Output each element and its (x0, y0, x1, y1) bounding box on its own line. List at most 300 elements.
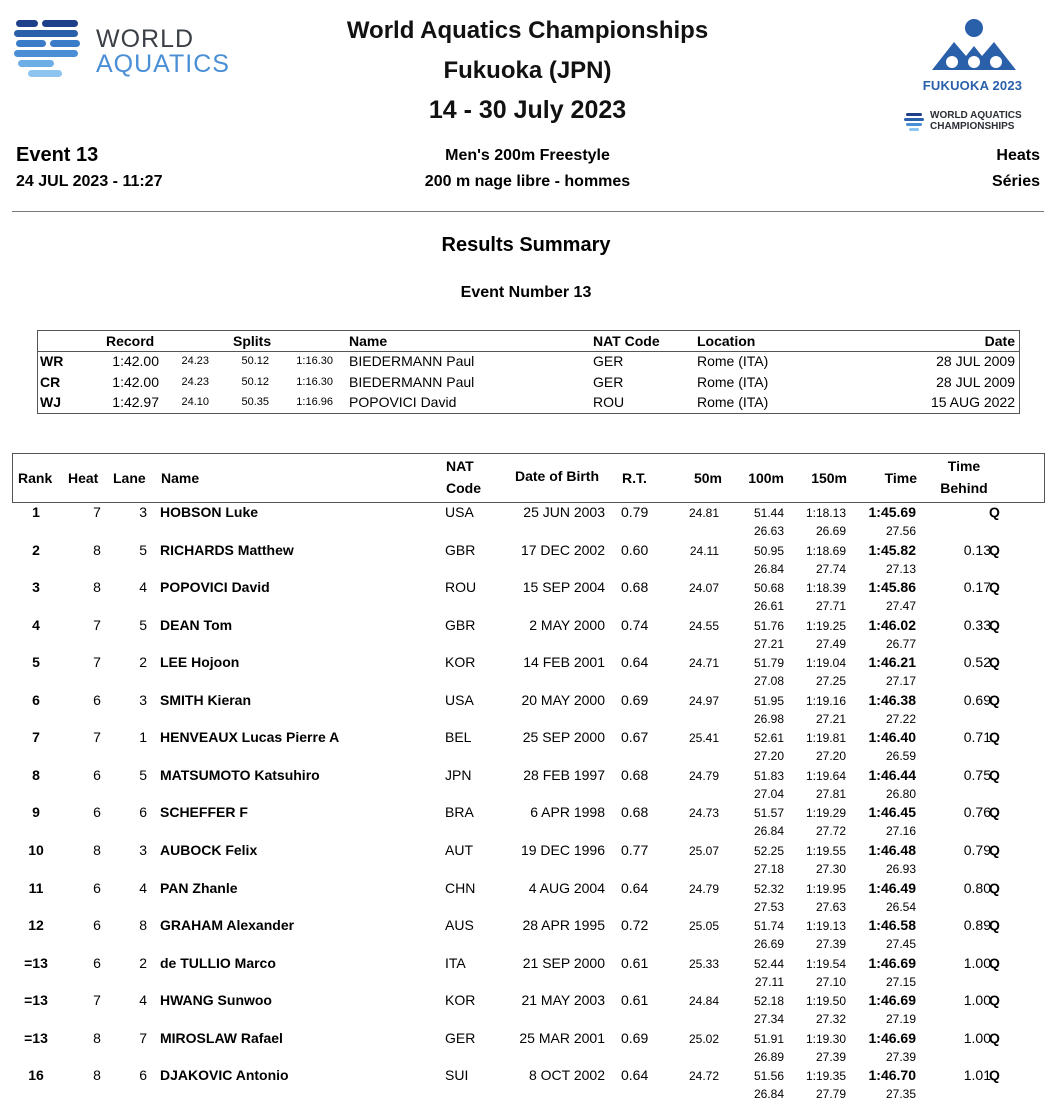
final-time: 1:46.21 (868, 654, 916, 671)
reaction-time: 0.77 (621, 841, 649, 858)
reaction-time: 0.74 (621, 616, 649, 633)
world-aquatics-logo (14, 18, 254, 80)
swimmer-name: PAN Zhanle (160, 879, 238, 896)
split-50m: 24.55 (688, 618, 719, 633)
reaction-time: 0.69 (621, 1029, 649, 1046)
split-150m: 1:19.81 (805, 731, 846, 746)
header-150m: 150m (811, 470, 847, 486)
swimmer-name: HENVEAUX Lucas Pierre A (160, 729, 340, 746)
split-150m-lap: 27.39 (815, 1049, 846, 1064)
swimmer-name: AUBOCK Felix (160, 841, 258, 858)
records-nat: GER (593, 373, 624, 390)
records-split-150: 1:16.96 (296, 396, 333, 408)
date-of-birth: 25 MAR 2001 (519, 1029, 605, 1046)
swimmer-name: SMITH Kieran (160, 691, 252, 708)
date-of-birth: 14 FEB 2001 (523, 654, 605, 671)
time-behind: 0.75 (963, 766, 991, 783)
result-row (12, 729, 1044, 766)
lane: 3 (139, 841, 147, 858)
qualified-marker: Q (989, 766, 1000, 783)
championship-dates: 14 - 30 July 2023 (428, 96, 627, 124)
lane: 2 (139, 654, 147, 671)
records-split-150: 1:16.30 (296, 355, 333, 367)
records-split-100: 50.12 (241, 375, 269, 388)
qualified-marker: Q (989, 954, 1000, 971)
time-behind: 0.76 (963, 804, 991, 821)
header-heat: Heat (68, 470, 99, 486)
records-holder-name: POPOVICI David (349, 394, 457, 410)
nat-code: KOR (445, 654, 476, 671)
event-name-fr: 200 m nage libre - hommes (424, 173, 631, 190)
lane: 4 (139, 879, 147, 896)
split-100m: 51.83 (753, 768, 784, 783)
split-100m-lap: 27.18 (753, 861, 784, 876)
lane: 8 (139, 917, 147, 934)
qualified-marker: Q (989, 804, 1000, 821)
lane: 1 (139, 729, 147, 746)
event-number-label: Event Number 13 (460, 284, 592, 301)
heat: 7 (93, 504, 101, 520)
swimmer-name: DEAN Tom (160, 616, 233, 633)
heat: 8 (93, 841, 101, 858)
qualified-marker: Q (989, 1029, 1000, 1046)
rank: 9 (32, 804, 40, 821)
split-150m-lap: 27.49 (815, 636, 846, 651)
nat-code: USA (445, 504, 474, 520)
split-150m: 1:19.35 (805, 1069, 846, 1084)
split-150m: 1:18.13 (805, 506, 846, 520)
date-of-birth: 6 APR 1998 (530, 804, 605, 821)
qualified-marker: Q (989, 1067, 1000, 1084)
swimmer-name: RICHARDS Matthew (160, 541, 294, 558)
records-holder-name: BIEDERMANN Paul (349, 373, 475, 390)
records-location: Rome (ITA) (697, 353, 769, 369)
nat-code: GBR (445, 616, 476, 633)
split-100m: 52.25 (753, 843, 784, 858)
time-behind: 0.33 (963, 616, 991, 633)
split-100m-lap: 27.53 (753, 899, 784, 914)
split-150m-lap: 27.30 (815, 861, 846, 876)
split-150m-lap: 27.25 (815, 674, 846, 689)
heat: 7 (93, 654, 101, 671)
split-50m: 25.33 (688, 956, 719, 971)
split-150m: 1:19.25 (805, 618, 846, 633)
results-summary-title: Results Summary (441, 234, 611, 256)
rank: 8 (32, 766, 40, 783)
split-100m-lap: 27.11 (754, 974, 784, 989)
fukuoka-2023-label: FUKUOKA 2023 (922, 78, 1023, 93)
records-date: 28 JUL 2009 (936, 353, 1015, 369)
rank: 6 (32, 691, 40, 708)
split-200m-lap: 26.93 (885, 861, 916, 876)
split-100m-lap: 26.89 (753, 1049, 784, 1064)
time-behind: 1.00 (963, 1029, 991, 1046)
split-100m-lap: 26.84 (753, 561, 784, 576)
header-time: Time (884, 470, 917, 486)
result-row (12, 992, 1044, 1029)
heat: 7 (93, 729, 101, 746)
split-200m-lap: 27.47 (885, 599, 916, 614)
records-nat: ROU (593, 394, 625, 410)
split-150m-lap: 27.32 (815, 1012, 846, 1027)
split-100m-lap: 27.08 (753, 674, 784, 689)
championship-venue: Fukuoka (JPN) (443, 57, 612, 84)
records-split-100: 50.12 (241, 355, 269, 367)
world-aquatics-bars-icon (14, 20, 82, 78)
split-150m-lap: 27.10 (815, 974, 846, 989)
header-rank: Rank (18, 470, 53, 486)
qualified-marker: Q (989, 992, 1000, 1009)
records-time: 1:42.97 (112, 394, 159, 410)
reaction-time: 0.67 (621, 729, 649, 746)
reaction-time: 0.64 (621, 1067, 649, 1084)
rank: 5 (32, 654, 40, 671)
qualified-marker: Q (989, 691, 1000, 708)
heat: 6 (93, 804, 101, 821)
split-50m: 24.79 (688, 881, 719, 896)
reaction-time: 0.61 (621, 954, 649, 971)
split-150m: 1:18.39 (805, 581, 846, 596)
split-100m: 51.44 (753, 506, 784, 520)
date-of-birth: 25 JUN 2003 (523, 504, 605, 520)
records-code: WR (40, 353, 64, 369)
split-100m-lap: 27.34 (753, 1012, 784, 1027)
date-of-birth: 19 DEC 1996 (520, 841, 605, 858)
event-number: Event 13 (16, 144, 99, 166)
result-row (12, 1067, 1044, 1104)
result-row (12, 654, 1044, 691)
time-behind: 0.52 (963, 654, 991, 671)
split-100m-lap: 26.69 (753, 937, 784, 952)
split-150m: 1:19.54 (805, 956, 846, 971)
date-of-birth: 28 APR 1995 (522, 917, 605, 934)
split-150m: 1:19.95 (805, 881, 846, 896)
qualified-marker: Q (989, 729, 1000, 746)
time-behind: 0.69 (963, 691, 991, 708)
header-nat: NAT (446, 458, 474, 474)
result-row (12, 880, 1044, 917)
rank: =13 (24, 992, 48, 1009)
rank: 1 (32, 504, 40, 520)
split-100m: 50.95 (753, 543, 784, 558)
lane: 5 (139, 766, 147, 783)
swimmer-name: HOBSON Luke (160, 504, 259, 520)
records-header-record: Record (106, 333, 155, 349)
nat-code: KOR (445, 992, 476, 1009)
reaction-time: 0.64 (621, 879, 649, 896)
split-100m: 51.76 (753, 618, 784, 633)
swimmer-name: LEE Hojoon (160, 654, 240, 671)
time-behind: 0.71 (963, 729, 991, 746)
swimmer-name: GRAHAM Alexander (160, 917, 295, 934)
header-dob: Date of Birth (515, 468, 599, 484)
qualified-marker: Q (989, 579, 1000, 596)
result-row (12, 917, 1044, 954)
split-150m-lap: 27.20 (815, 749, 846, 764)
split-200m-lap: 27.45 (885, 937, 916, 952)
split-200m-lap: 26.59 (885, 749, 916, 764)
split-50m: 25.41 (688, 731, 719, 746)
championship-title: World Aquatics Championships (346, 17, 709, 44)
lane: 4 (139, 579, 147, 596)
swimmer-name: DJAKOVIC Antonio (160, 1067, 289, 1084)
result-row (12, 617, 1044, 654)
records-header-rule (38, 351, 1019, 352)
split-150m-lap: 27.63 (815, 899, 846, 914)
nat-code: USA (445, 691, 474, 708)
final-time: 1:46.69 (868, 992, 916, 1009)
reaction-time: 0.79 (621, 504, 649, 520)
reaction-time: 0.68 (621, 804, 649, 821)
records-table (37, 330, 1020, 414)
records-holder-name: BIEDERMANN Paul (349, 353, 475, 369)
split-150m: 1:19.55 (805, 843, 846, 858)
result-row (12, 842, 1044, 879)
rank: 4 (32, 616, 40, 633)
split-50m: 25.02 (688, 1031, 719, 1046)
nat-code: GBR (445, 541, 476, 558)
lane: 5 (139, 616, 147, 633)
split-100m: 51.79 (753, 656, 784, 671)
fukuoka-2023-logo (900, 18, 1045, 136)
records-time: 1:42.00 (112, 353, 159, 369)
date-of-birth: 15 SEP 2004 (522, 579, 605, 596)
split-100m: 52.44 (753, 956, 784, 971)
date-of-birth: 8 OCT 2002 (528, 1067, 605, 1084)
results-header (12, 453, 1045, 503)
final-time: 1:46.48 (868, 841, 916, 858)
fukuoka-2023-emblem-icon (924, 18, 1024, 76)
split-200m-lap: 26.77 (885, 636, 916, 651)
nat-code: SUI (445, 1067, 469, 1084)
qualified-marker: Q (989, 879, 1000, 896)
time-behind: 1.00 (963, 954, 991, 971)
result-row (12, 504, 1044, 541)
heat: 8 (93, 541, 101, 558)
split-100m-lap: 27.21 (753, 636, 784, 651)
records-header-date: Date (984, 333, 1015, 349)
split-50m: 25.07 (688, 843, 719, 858)
split-150m-lap: 27.74 (815, 561, 846, 576)
heat: 6 (93, 691, 101, 708)
final-time: 1:46.58 (868, 917, 916, 934)
swimmer-name: SCHEFFER F (160, 804, 248, 821)
split-100m-lap: 26.61 (753, 599, 784, 614)
event-datetime: 24 JUL 2023 - 11:27 (16, 173, 163, 190)
records-code: CR (40, 373, 61, 390)
split-150m-lap: 27.81 (815, 786, 846, 801)
split-200m-lap: 27.22 (885, 711, 916, 726)
reaction-time: 0.61 (621, 992, 649, 1009)
event-phase-en: Heats (996, 147, 1040, 164)
nat-code: ROU (445, 579, 477, 596)
records-location: Rome (ITA) (697, 394, 769, 410)
heat: 6 (93, 766, 101, 783)
nat-code: AUT (445, 841, 473, 858)
reaction-time: 0.60 (621, 541, 649, 558)
split-100m: 50.68 (753, 581, 784, 596)
split-200m-lap: 27.39 (885, 1049, 916, 1064)
split-200m-lap: 27.16 (885, 824, 916, 839)
split-100m-lap: 26.63 (753, 524, 784, 538)
split-50m: 24.97 (688, 693, 719, 708)
split-50m: 24.72 (688, 1069, 719, 1084)
qualified-marker: Q (989, 616, 1000, 633)
result-row (12, 579, 1044, 616)
split-50m: 25.05 (688, 919, 719, 934)
split-50m: 24.73 (688, 806, 719, 821)
records-header-nat: NAT Code (593, 333, 660, 349)
header-time-behind-2: Behind (940, 480, 988, 496)
nat-code: CHN (445, 879, 476, 896)
split-200m-lap: 27.15 (885, 974, 916, 989)
nat-code: ITA (445, 954, 466, 971)
split-200m-lap: 27.56 (885, 524, 916, 538)
split-50m: 24.81 (688, 506, 719, 520)
split-150m: 1:18.69 (805, 543, 846, 558)
split-100m-lap: 26.98 (753, 711, 784, 726)
lane: 3 (139, 691, 147, 708)
header-name: Name (161, 470, 200, 486)
split-50m: 24.79 (688, 768, 719, 783)
final-time: 1:46.38 (868, 691, 916, 708)
final-time: 1:45.82 (868, 541, 916, 558)
swimmer-name: de TULLIO Marco (160, 954, 276, 971)
split-100m: 52.18 (753, 994, 784, 1009)
final-time: 1:46.69 (868, 954, 916, 971)
split-100m: 52.61 (753, 731, 784, 746)
rank: 2 (32, 541, 40, 558)
final-time: 1:46.69 (868, 1029, 916, 1046)
nat-code: GER (445, 1029, 476, 1046)
records-date: 15 AUG 2022 (930, 394, 1015, 410)
time-behind: 0.17 (963, 579, 991, 596)
heat: 6 (93, 917, 101, 934)
header-100m: 100m (748, 470, 784, 486)
records-header-name: Name (349, 333, 388, 349)
records-split-50: 24.23 (181, 375, 209, 388)
result-row (12, 804, 1044, 841)
final-time: 1:46.49 (868, 879, 916, 896)
lane: 6 (139, 1067, 147, 1084)
split-100m: 51.74 (753, 919, 784, 934)
split-150m: 1:19.13 (805, 919, 846, 934)
split-50m: 24.71 (688, 656, 719, 671)
records-location: Rome (ITA) (697, 373, 769, 390)
split-150m: 1:19.50 (805, 994, 846, 1009)
final-time: 1:46.44 (868, 766, 916, 783)
event-name-en: Men's 200m Freestyle (445, 147, 610, 164)
final-time: 1:45.69 (868, 504, 916, 520)
split-150m: 1:19.30 (805, 1031, 846, 1046)
nat-code: AUS (445, 917, 474, 934)
lane: 3 (139, 504, 147, 520)
time-behind: 0.80 (963, 879, 991, 896)
date-of-birth: 17 DEC 2002 (520, 541, 605, 558)
result-row (12, 542, 1044, 579)
reaction-time: 0.64 (621, 654, 649, 671)
split-100m-lap: 27.04 (753, 786, 784, 801)
rank: =13 (24, 954, 48, 971)
split-150m: 1:19.04 (805, 656, 846, 671)
final-time: 1:46.70 (868, 1067, 916, 1084)
time-behind: 1.01 (963, 1067, 991, 1084)
split-150m: 1:19.16 (805, 693, 846, 708)
swimmer-name: MIROSLAW Rafael (160, 1029, 283, 1046)
split-50m: 24.84 (688, 994, 719, 1009)
split-200m-lap: 27.13 (885, 561, 916, 576)
qualified-marker: Q (989, 917, 1000, 934)
split-100m-lap: 27.20 (753, 749, 784, 764)
result-row (12, 767, 1044, 804)
split-150m-lap: 27.21 (815, 711, 846, 726)
swimmer-name: MATSUMOTO Katsuhiro (160, 766, 320, 783)
split-50m: 24.11 (689, 543, 719, 558)
date-of-birth: 21 MAY 2003 (521, 992, 605, 1009)
nat-code: BRA (445, 804, 474, 821)
rank: 11 (28, 879, 44, 896)
split-200m-lap: 26.80 (885, 786, 916, 801)
reaction-time: 0.68 (621, 579, 649, 596)
records-split-50: 24.23 (181, 355, 209, 367)
split-200m-lap: 27.19 (885, 1012, 916, 1027)
records-header-location: Location (697, 333, 756, 349)
rank: 10 (28, 841, 44, 858)
heat: 8 (93, 1067, 101, 1084)
event-phase-fr: Séries (991, 173, 1040, 190)
swimmer-name: HWANG Sunwoo (160, 992, 272, 1009)
split-50m: 24.07 (688, 581, 719, 596)
split-100m-lap: 26.84 (753, 824, 784, 839)
heat: 6 (93, 954, 101, 971)
header-code: Code (446, 480, 481, 496)
result-row (12, 692, 1044, 729)
split-150m-lap: 26.69 (815, 524, 846, 538)
lane: 5 (139, 541, 147, 558)
date-of-birth: 2 MAY 2000 (529, 616, 605, 633)
records-split-50: 24.10 (181, 396, 209, 408)
rank: 3 (32, 579, 40, 596)
lane: 6 (139, 804, 147, 821)
championships-label: WORLD AQUATICS CHAMPIONSHIPS (930, 110, 1022, 132)
date-of-birth: 25 SEP 2000 (522, 729, 605, 746)
nat-code: BEL (445, 729, 472, 746)
records-time: 1:42.00 (112, 373, 159, 390)
split-150m-lap: 27.72 (815, 824, 846, 839)
qualified-marker: Q (989, 504, 1000, 520)
lane: 2 (139, 954, 147, 971)
reaction-time: 0.72 (621, 917, 649, 934)
records-code: WJ (40, 394, 61, 410)
split-150m-lap: 27.79 (815, 1087, 846, 1102)
split-100m: 51.56 (753, 1069, 784, 1084)
header-divider (12, 211, 1044, 212)
split-150m-lap: 27.71 (815, 599, 846, 614)
date-of-birth: 4 AUG 2004 (528, 879, 605, 896)
world-aquatics-word-2: AQUATICS (96, 50, 230, 78)
split-100m: 51.95 (753, 693, 784, 708)
heat: 6 (93, 879, 101, 896)
swimmer-name: POPOVICI David (160, 579, 270, 596)
qualified-marker: Q (989, 541, 1000, 558)
lane: 7 (139, 1029, 147, 1046)
qualified-marker: Q (989, 654, 1000, 671)
world-aquatics-word-1: WORLD (96, 25, 195, 53)
split-100m: 51.57 (753, 806, 784, 821)
header-lane: Lane (113, 470, 146, 486)
date-of-birth: 20 MAY 2000 (521, 691, 605, 708)
final-time: 1:46.02 (868, 616, 916, 633)
